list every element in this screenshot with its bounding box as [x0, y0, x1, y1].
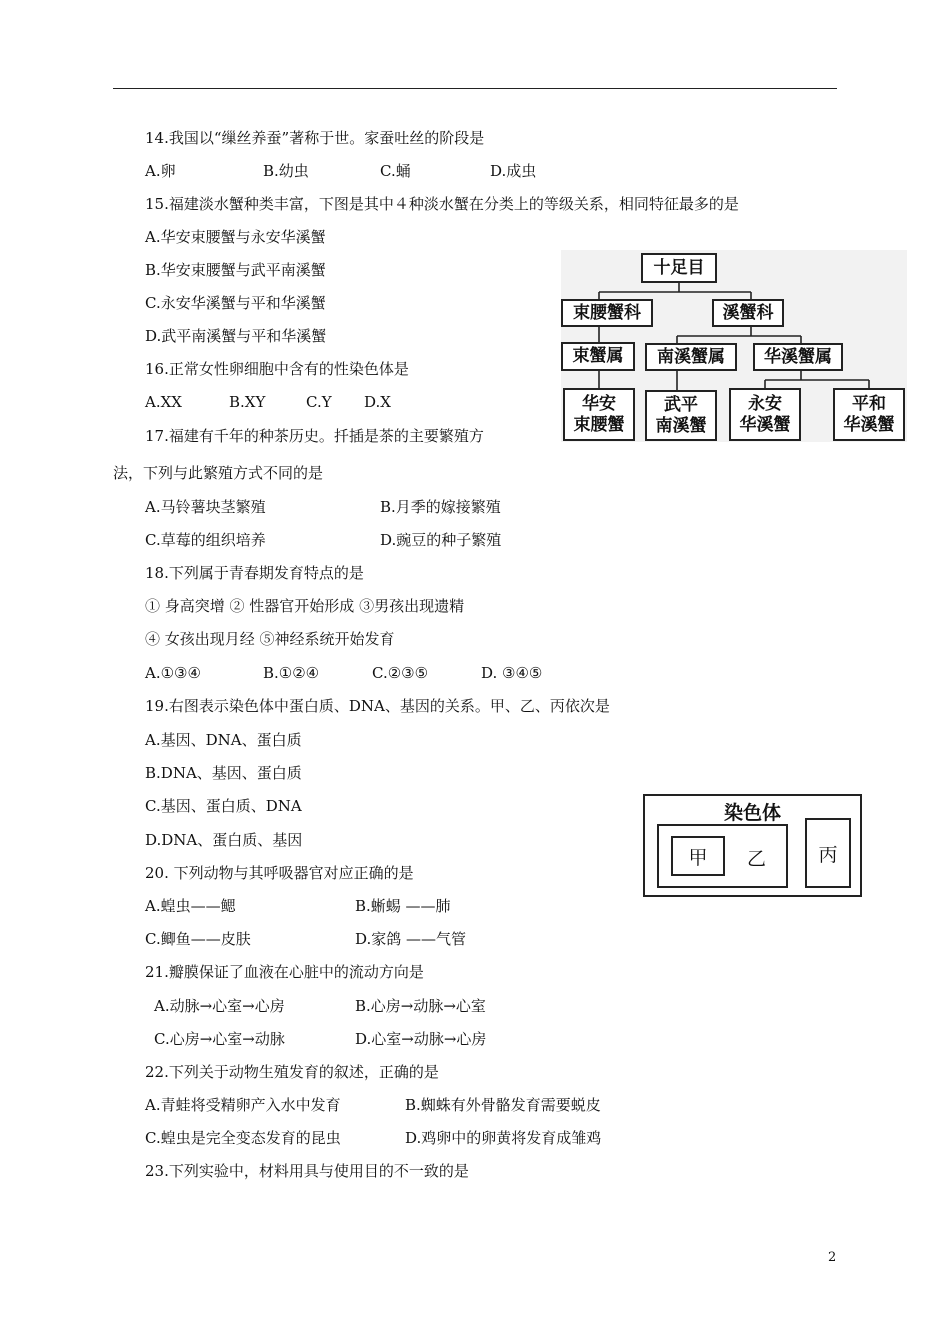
taxonomy-genus-nanxixie: 南溪蟹属	[645, 343, 737, 371]
taxonomy-family-xixie: 溪蟹科	[712, 299, 784, 327]
q14-option-a: A.卵	[145, 162, 176, 180]
taxonomy-species-pinghe	[833, 388, 905, 441]
crab-taxonomy-diagram	[561, 250, 907, 442]
q14-option-d: D.成虫	[490, 162, 537, 180]
q18-items-line2: ④ 女孩出现月经 ⑤神经系统开始发育	[145, 630, 395, 648]
taxonomy-order: 十足目	[641, 253, 717, 283]
taxonomy-species-wuping	[645, 390, 717, 441]
taxonomy-species-yongan	[729, 388, 801, 441]
q15-option-a: A.华安束腰蟹与永安华溪蟹	[145, 228, 326, 246]
q19-option-a: A.基因、DNA、蛋白质	[145, 731, 302, 749]
q16-stem: 16.正常女性卵细胞中含有的性染色体是	[145, 360, 409, 378]
species-line1: 武平	[664, 394, 698, 415]
q20-option-d: D.家鸽 ——气管	[355, 930, 467, 948]
q21-stem: 21.瓣膜保证了血液在心脏中的流动方向是	[145, 963, 424, 981]
q22-option-a: A.青蛙将受精卵产入水中发育	[145, 1096, 341, 1114]
species-line2: 束腰蟹	[573, 414, 625, 435]
q14-option-c: C.蛹	[380, 162, 411, 180]
q16-option-d: D.X	[364, 393, 391, 411]
q16-option-c: C.Y	[306, 393, 332, 411]
chromosome-diagram	[643, 794, 862, 897]
q20-option-c: C.鲫鱼——皮肤	[145, 930, 251, 948]
q19-option-b: B.DNA、基因、蛋白质	[145, 764, 302, 782]
q16-option-a: A.XX	[145, 393, 182, 411]
q22-option-d: D.鸡卵中的卵黄将发育成雏鸡	[405, 1129, 602, 1147]
species-line2: 华溪蟹	[843, 414, 895, 435]
q19-option-d: D.DNA、蛋白质、基因	[145, 831, 303, 849]
q18-stem: 18.下列属于青春期发育特点的是	[145, 564, 364, 582]
q20-stem: 20. 下列动物与其呼吸器官对应正确的是	[145, 864, 414, 882]
q19-stem: 19.右图表示染色体中蛋白质、DNA、基因的关系。甲、乙、丙依次是	[145, 697, 610, 715]
q21-option-b: B.心房→动脉→心室	[355, 997, 486, 1015]
q22-stem: 22.下列关于动物生殖发育的叙述，正确的是	[145, 1063, 439, 1081]
q17-option-c: C.草莓的组织培养	[145, 531, 266, 549]
q17-stem-line2: 法，下列与此繁殖方式不同的是	[113, 464, 324, 482]
page-number: 2	[828, 1250, 837, 1265]
q16-option-b: B.XY	[229, 393, 266, 411]
q23-stem: 23.下列实验中，材料用具与使用目的不一致的是	[145, 1162, 469, 1180]
q20-option-b: B.蜥蜴 ——肺	[355, 897, 451, 915]
q17-option-d: D.豌豆的种子繁殖	[380, 531, 502, 549]
chromosome-label: 染色体	[723, 802, 781, 824]
q14-stem: 14.我国以“缫丝养蚕”著称于世。家蚕吐丝的阶段是	[145, 129, 485, 147]
q21-option-d: D.心室→动脉→心房	[355, 1030, 487, 1048]
q18-items-line1: ① 身高突增 ② 性器官开始形成 ③男孩出现遗精	[145, 597, 465, 615]
label-bing: 丙	[805, 818, 851, 888]
q22-option-c: C.蝗虫是完全变态发育的昆虫	[145, 1129, 341, 1147]
q22-option-b: B.蜘蛛有外骨骼发育需要蜕皮	[405, 1096, 601, 1114]
label-yi: 乙	[747, 848, 767, 870]
q15-option-c: C.永安华溪蟹与平和华溪蟹	[145, 294, 326, 312]
species-line1: 永安	[748, 393, 782, 414]
q18-option-c: C.②③⑤	[372, 664, 429, 682]
q21-option-c: C.心房→心室→动脉	[154, 1030, 285, 1048]
q18-option-d: D. ③④⑤	[481, 664, 543, 682]
q14-option-b: B.幼虫	[263, 162, 309, 180]
q18-option-b: B.①②④	[263, 664, 320, 682]
q18-option-a: A.①③④	[145, 664, 201, 682]
q17-option-b: B.月季的嫁接繁殖	[380, 498, 501, 516]
label-jia: 甲	[671, 836, 725, 876]
q15-stem: 15.福建淡水蟹种类丰富，下图是其中４种淡水蟹在分类上的等级关系，相同特征最多的是	[145, 195, 739, 213]
q15-option-d: D.武平南溪蟹与平和华溪蟹	[145, 327, 327, 345]
taxonomy-species-huaan	[563, 388, 635, 441]
species-line2: 华溪蟹	[739, 414, 791, 435]
species-line1: 华安	[582, 393, 616, 414]
q20-option-a: A.蝗虫——鳃	[145, 897, 236, 915]
species-line1: 平和	[852, 393, 886, 414]
taxonomy-genus-shuxie: 束蟹属	[561, 342, 635, 371]
species-line2: 南溪蟹	[655, 415, 707, 436]
header-rule	[113, 88, 837, 89]
chromosome-inner-box	[657, 824, 788, 888]
taxonomy-genus-huaxixie: 华溪蟹属	[753, 343, 843, 371]
q17-stem-line1: 17.福建有千年的种茶历史。扦插是茶的主要繁殖方	[145, 427, 484, 445]
q19-option-c: C.基因、蛋白质、DNA	[145, 797, 302, 815]
q21-option-a: A.动脉→心室→心房	[154, 997, 285, 1015]
q17-option-a: A.马铃薯块茎繁殖	[145, 498, 266, 516]
taxonomy-family-shuyao: 束腰蟹科	[561, 299, 653, 327]
q15-option-b: B.华安束腰蟹与武平南溪蟹	[145, 261, 326, 279]
